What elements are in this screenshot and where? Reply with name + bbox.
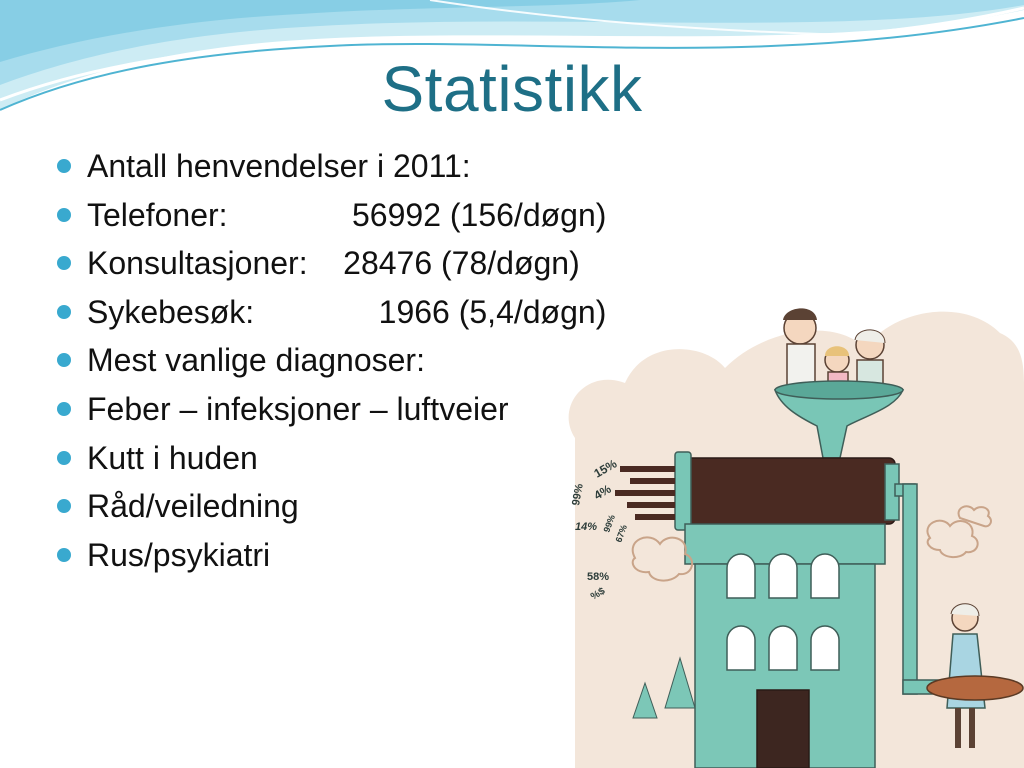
bullet-item <box>55 482 606 531</box>
bullet-dot-icon <box>57 256 71 270</box>
bullet-dot-icon <box>57 353 71 367</box>
percent-label: %$ <box>589 585 608 603</box>
bullet-list <box>55 142 606 579</box>
percent-label: 15% <box>591 456 620 481</box>
grinder-drum <box>675 452 899 530</box>
bullet-item <box>55 385 606 434</box>
bullet-item <box>55 531 606 580</box>
bullet-text: Sykebesøk: 1966 (5,4/døgn) <box>87 293 607 330</box>
bullet-item <box>55 142 606 191</box>
bullet-dot-icon <box>57 451 71 465</box>
bullet-text: Kutt i huden <box>87 439 258 476</box>
bullet-dot-icon <box>57 305 71 319</box>
bullet-item <box>55 191 606 240</box>
bullet-text: Konsultasjoner: 28476 (78/døgn) <box>87 245 580 282</box>
percent-label: 99% <box>601 513 618 534</box>
bullet-dot-icon <box>57 208 71 222</box>
bullet-dot-icon <box>57 548 71 562</box>
percent-label: 99% <box>570 482 586 507</box>
bullet-item <box>55 336 606 385</box>
percent-label: 14% <box>575 521 598 533</box>
slide-title: Statistikk <box>381 53 643 125</box>
bullet-text: Mest vanlige diagnoser: <box>87 342 425 379</box>
bullet-item <box>55 288 606 337</box>
bullet-item <box>55 239 606 288</box>
bullet-text: Antall henvendelser i 2011: <box>87 148 471 184</box>
bullet-dot-icon <box>57 159 71 173</box>
bullet-text: Telefoner: 56992 (156/døgn) <box>87 196 607 233</box>
bullet-dot-icon <box>57 499 71 513</box>
grinder-building-illustration <box>535 288 1024 768</box>
bullet-dot-icon <box>57 402 71 416</box>
building <box>685 524 885 768</box>
percent-label: 67% <box>613 523 630 544</box>
bullet-item <box>55 434 606 483</box>
bullet-text: Rus/psykiatri <box>87 536 271 573</box>
bullet-text: Råd/veiledning <box>87 488 299 525</box>
bullet-text: Feber – infeksjoner – luftveier <box>87 390 509 427</box>
percent-label: 58% <box>587 571 610 583</box>
percent-label: 4% <box>591 481 614 503</box>
